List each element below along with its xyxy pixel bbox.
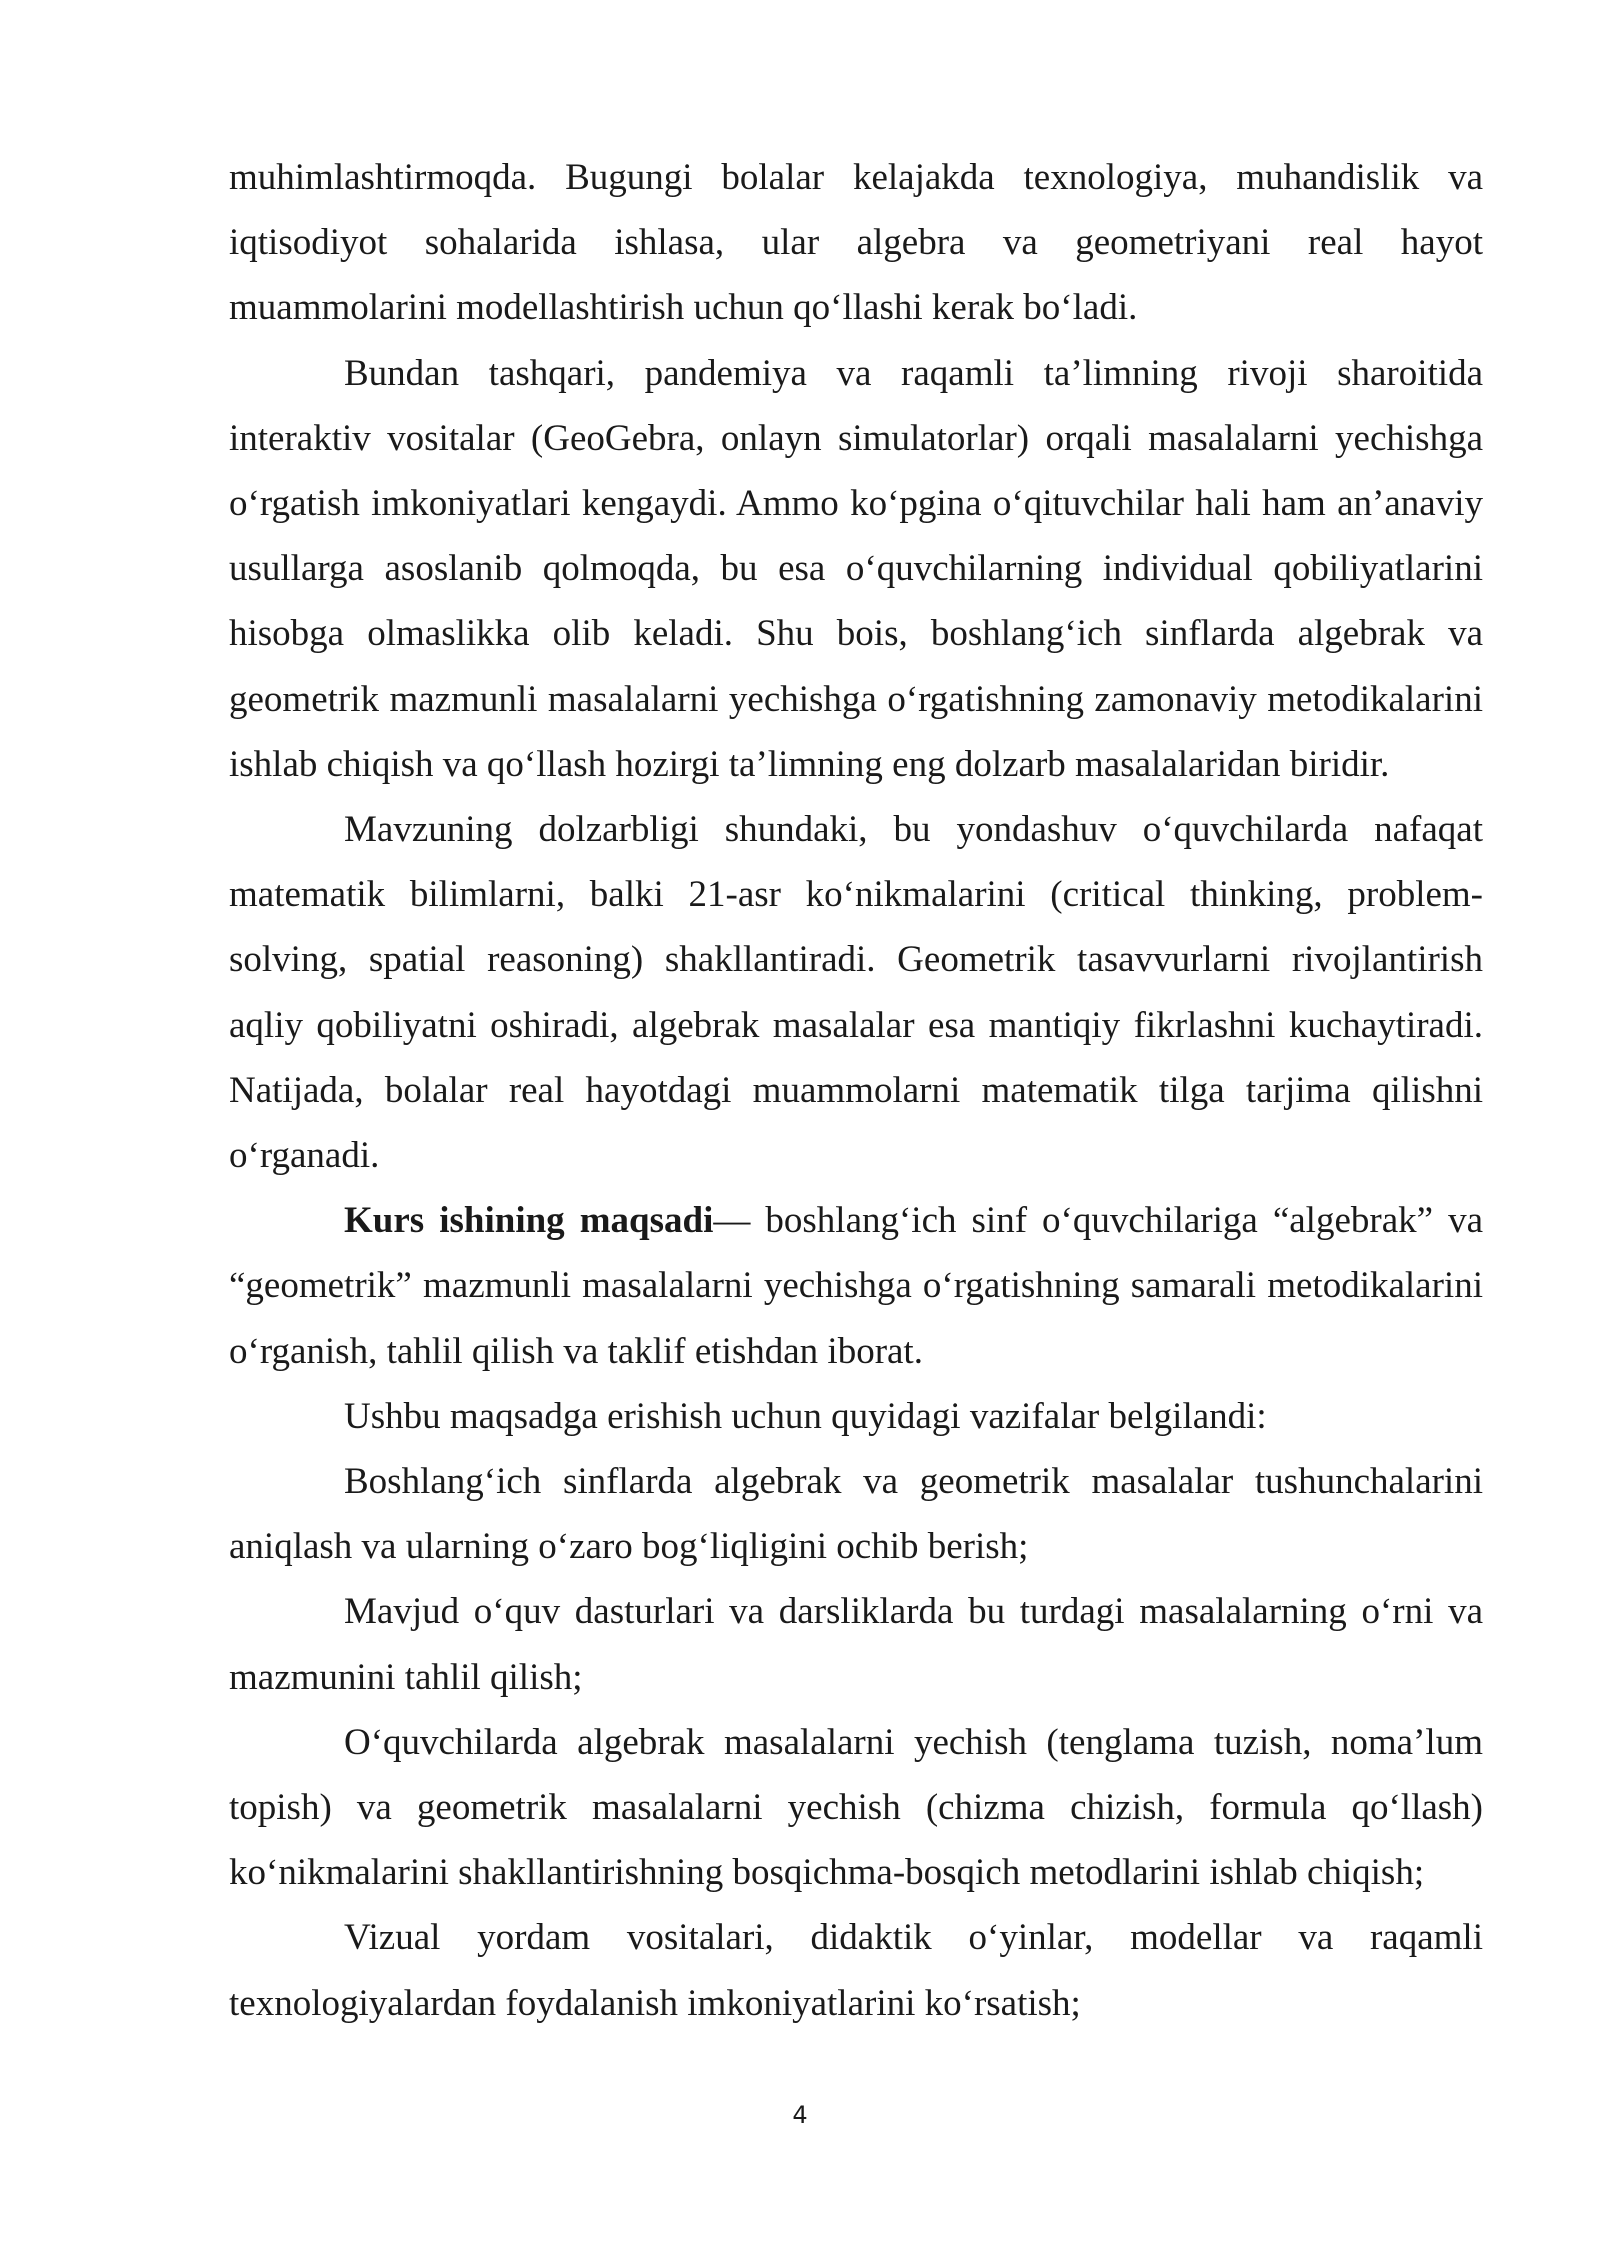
paragraph-pandemic: Bundan tashqari, pandemiya va raqamli ta’limning rivoji sharoitida interaktiv vositalar (GeoGebra, onlayn simulatorlar) orqali masalalarni yechishga o‘rgatish imkoniyatlari kengaydi. Ammo ko‘pgina o‘qituvchilar hali ham an’anaviy usullarga asoslanib qolmoqda, bu esa o‘quvchilarning individual qobiliyatlarini hisobga olmaslikka olib keladi. Shu bois, boshlang‘ich sinflarda algebrak va geometrik mazmunli masalalarni yechishga o‘rgatishning zamonaviy metodikalarini ishlab chiqish va qo‘llash hozirgi ta’limning eng dolzarb masalalaridan biridir. [229,352,1483,785]
paragraph-continuation: muhimlashtirmoqda. Bugungi bolalar kelajakda texnologiya, muhandislik va iqtisodiyot sohalarida ishlasa, ular algebra va geometriyani real hayot muammolarini modellashtirish uchun qo‘llashi kerak bo‘ladi. [229,157,1483,329]
page-number: 4 [792,2101,808,2129]
task-item: Vizual yordam vositalari, didaktik o‘yinlar, modellar va raqamli texnologiyalardan foydalanish imkoniyatlarini ko‘rsatish; [229,1917,1483,2024]
task-item: Boshlang‘ich sinflarda algebrak va geometrik masalalar tushunchalarini aniqlash va ularning o‘zaro bog‘liqligini ochib berish; [229,1461,1483,1568]
paragraph-goal [229,1188,1483,1384]
task-item: Mavjud o‘quv dasturlari va darsliklarda bu turdagi masalalarning o‘rni va mazmunini tahlil qilish; [229,1591,1483,1698]
paragraph-relevance: Mavzuning dolzarbligi shundaki, bu yondashuv o‘quvchilarda nafaqat matematik bilimlarni, balki 21-asr ko‘nikmalarini (critical thinking, problem-solving, spatial reasoning) shakllantiradi. Geometrik tasavvurlarni rivojlantirish aqliy qobiliyatni oshiradi, algebrak masalalar esa mantiqiy fikrlashni kuchaytiradi. Natijada, bolalar real hayotdagi muammolarni matematik tilga tarjima qilishni o‘rganadi. [229,809,1483,1177]
goal-text: — boshlang‘ich sinf o‘quvchilariga “algebrak” va “geometrik” mazmunli masalalarni yechishga o‘rgatishning samarali metodikalarini o‘rganish, tahlil qilish va taklif etishdan iborat. [229,1200,1483,1372]
paragraph-tasks-intro: Ushbu maqsadga erishish uchun quyidagi vazifalar belgilandi: [344,1395,1267,1437]
goal-heading: Kurs ishining maqsadi [344,1200,714,1242]
task-item: O‘quvchilarda algebrak masalalarni yechish (tenglama tuzish, noma’lum topish) va geometrik masalalarni yechish (chizma chizish, formula qo‘llash) ko‘nikmalarini shakllantirishning bosqichma-bosqich metodlarini ishlab chiqish; [229,1721,1483,1894]
body-text [229,145,1483,2036]
